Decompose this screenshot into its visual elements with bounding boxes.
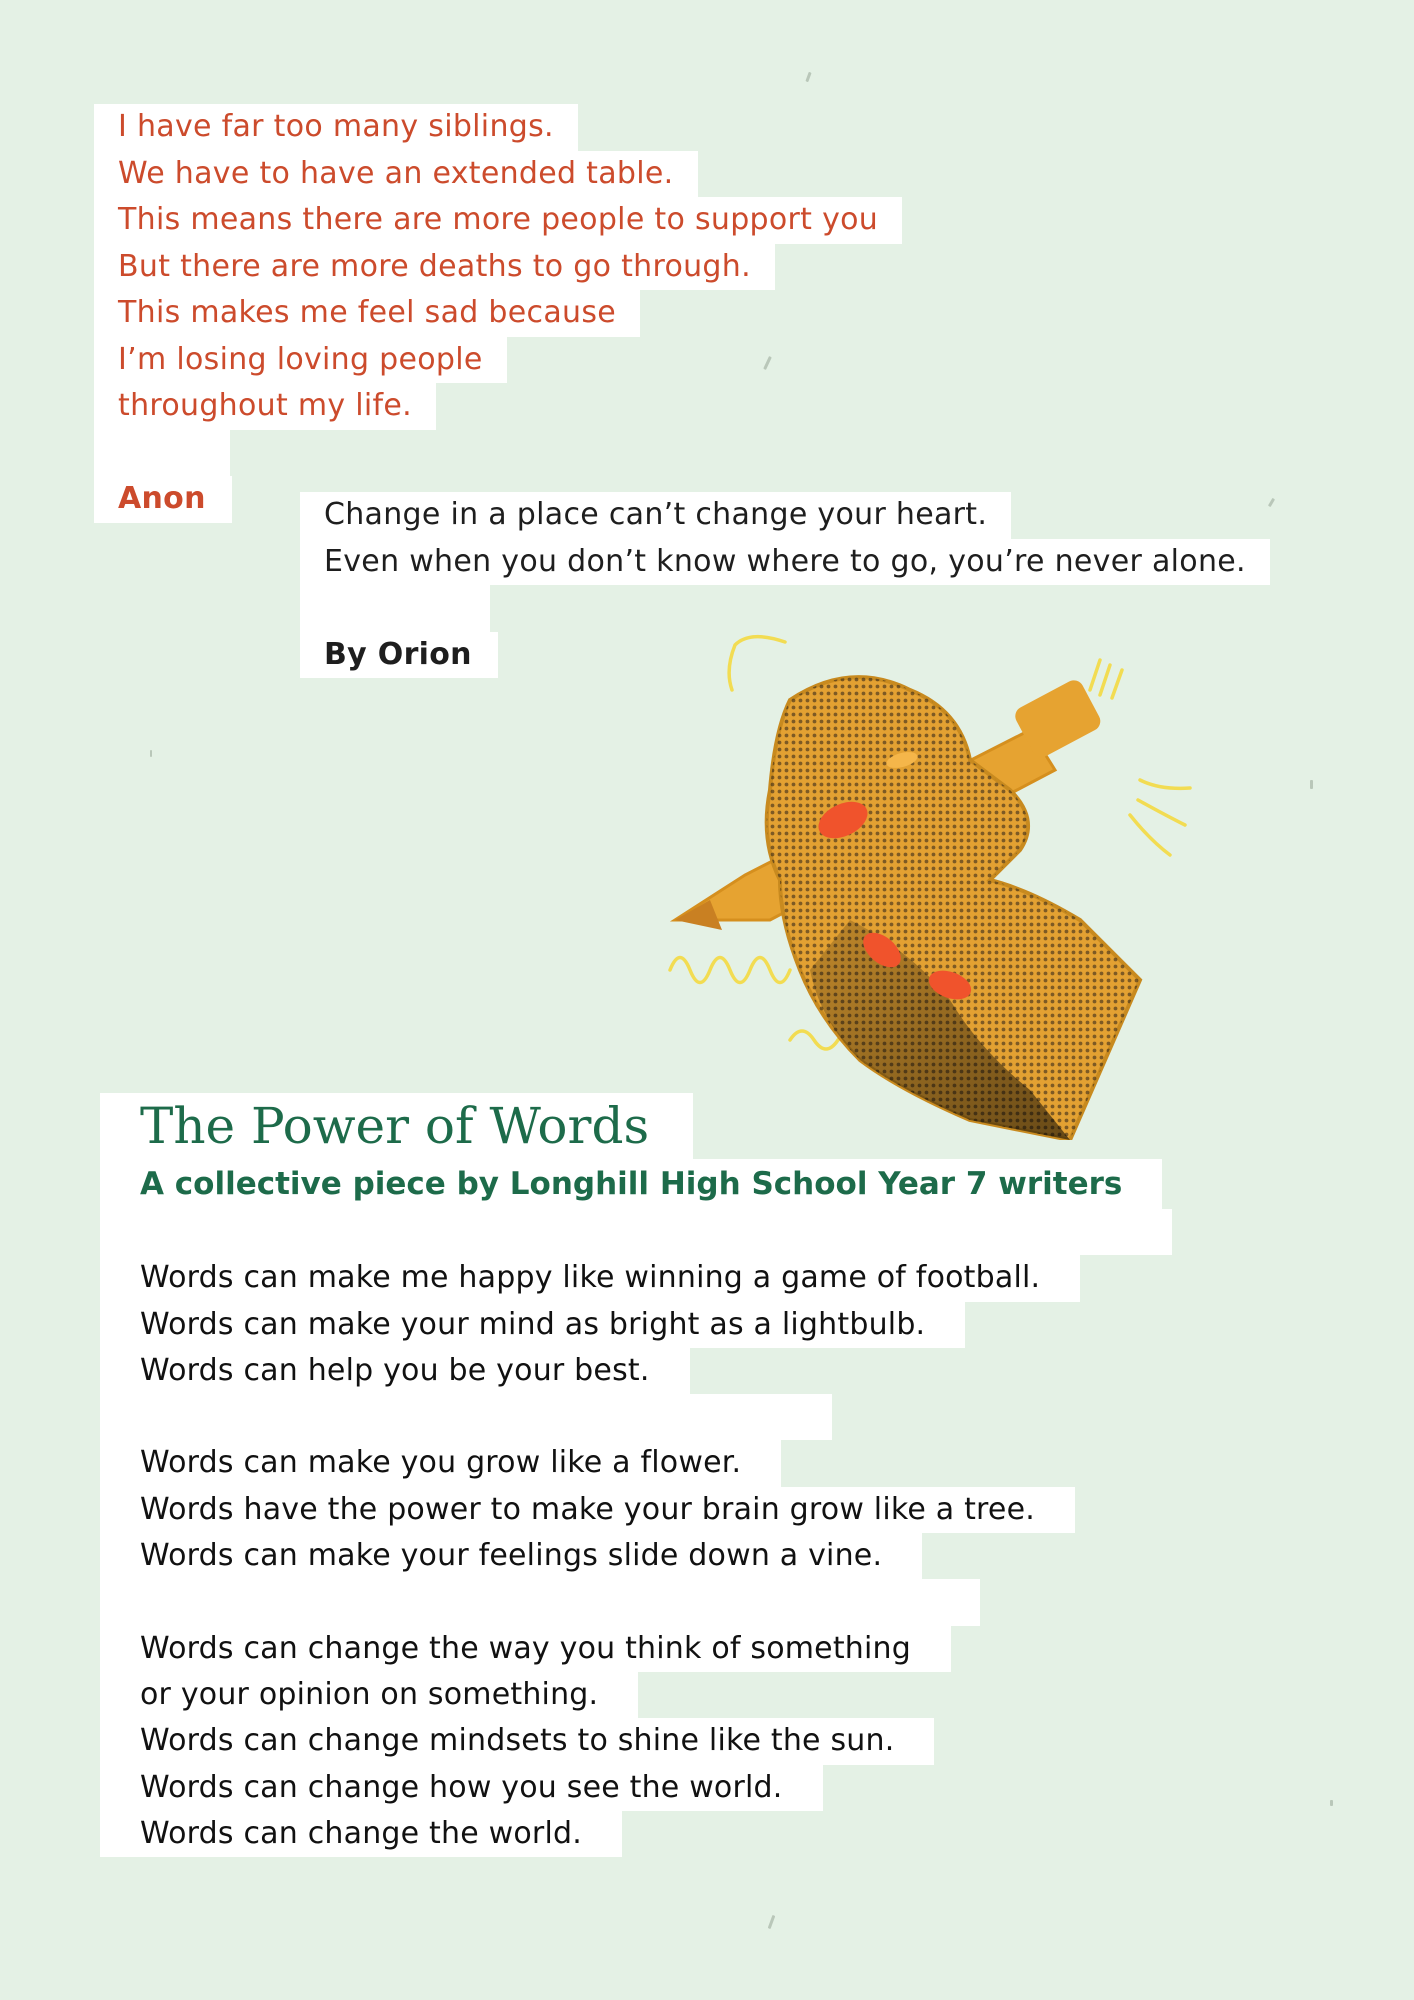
poem-line: Words can make your mind as bright as a lightbulb.	[100, 1302, 965, 1348]
paper-speck	[150, 750, 152, 757]
poem-author: Anon	[94, 476, 232, 523]
page-subtitle: A collective piece by Longhill High School Year 7 writers	[100, 1159, 1162, 1209]
poem-anon	[94, 104, 902, 523]
poem-line: Even when you don’t know where to go, you’re never alone.	[300, 539, 1270, 586]
poem-line: Words have the power to make your brain grow like a tree.	[100, 1487, 1075, 1533]
poem-line: Words can change how you see the world.	[100, 1765, 823, 1811]
paper-speck	[1310, 780, 1313, 789]
poem-line: Words can help you be your best.	[100, 1348, 690, 1394]
poem-line: Words can make your feelings slide down a vine.	[100, 1533, 922, 1579]
poem-line: I have far too many siblings.	[94, 104, 578, 151]
poem-line: throughout my life.	[94, 383, 436, 430]
poem-line: Words can make you grow like a flower.	[100, 1440, 781, 1486]
poem-line: or your opinion on something.	[100, 1672, 638, 1718]
poem-line: Words can make me happy like winning a game of football.	[100, 1255, 1080, 1301]
strip-gap	[100, 1209, 1172, 1255]
poem-line: Words can change mindsets to shine like the sun.	[100, 1718, 934, 1764]
poem-line: We have to have an extended table.	[94, 151, 698, 198]
poem-line: Change in a place can’t change your heart.	[300, 492, 1011, 539]
poem-author: By Orion	[300, 632, 498, 679]
strip-gap	[94, 430, 230, 477]
paper-speck	[805, 72, 811, 82]
strip-gap	[100, 1579, 980, 1625]
paper-speck	[768, 1915, 776, 1929]
poem-line: This means there are more people to support you	[94, 197, 902, 244]
page-title: The Power of Words	[100, 1093, 693, 1159]
poem-line: But there are more deaths to go through.	[94, 244, 775, 291]
poem-line: Words can change the way you think of something	[100, 1626, 951, 1672]
strip-gap	[100, 1394, 832, 1440]
strip-gap	[300, 585, 490, 632]
hand-holding-pencil-icon	[650, 620, 1290, 1140]
paper-speck	[1330, 1800, 1333, 1806]
power-of-words-piece	[100, 1093, 1172, 1857]
poem-line: Words can change the world.	[100, 1811, 622, 1857]
poem-line: This makes me feel sad because	[94, 290, 640, 337]
poem-line: I’m losing loving people	[94, 337, 507, 384]
